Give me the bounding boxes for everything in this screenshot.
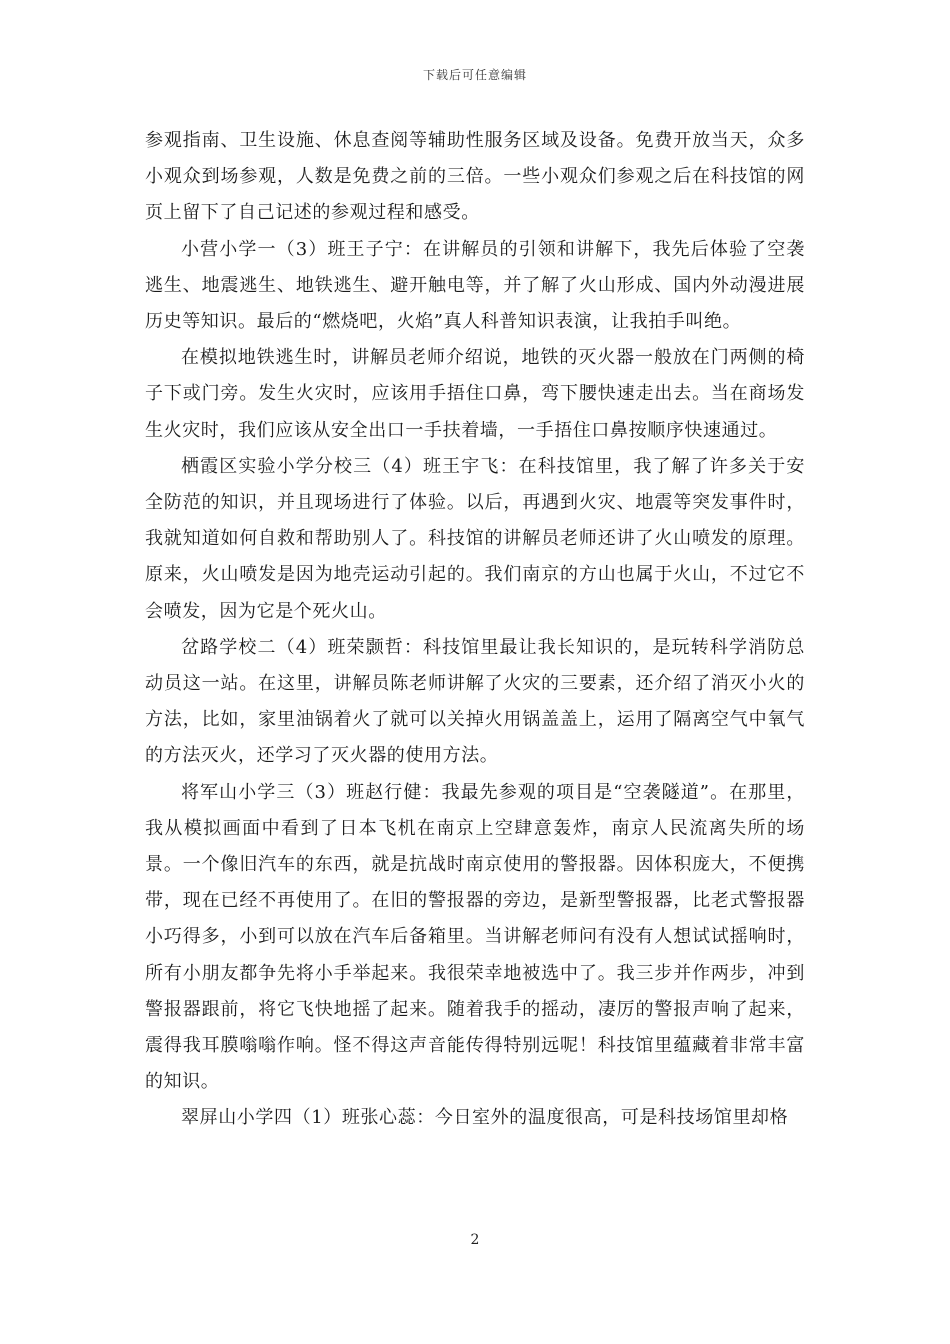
paragraph-wang-yufei: 栖霞区实验小学分校三（4）班王宇飞：在科技馆里，我了解了许多关于安全防范的知识，并且现场进行了体验。以后，再遇到火灾、地震等突发事件时，我就知道如何自救和帮助别人了。科技馆的讲解员老师还讲了火山喷发的原理。原来，火山喷发是因为地壳运动引起的。我们南京的方山也属于火山，不过它不会喷发，因为它是个死火山。 (145, 455, 805, 622)
page-number: 2 (470, 1232, 480, 1248)
paragraph-wang-zining: 小营小学一（3）班王子宁：在讲解员的引领和讲解下，我先后体验了空袭逃生、地震逃生、地铁逃生、避开触电等，并了解了火山形成、国内外动漫进展历史等知识。最后的“燃烧吧，火焰”真人科普知识表演，让我拍手叫绝。 (145, 238, 805, 333)
page-header: 下载后可任意编辑 (422, 68, 527, 82)
paragraph-continuation: 参观指南、卫生设施、休息查阅等辅助性服务区域及设备。免费开放当天，众多小观众到场参观，人数是免费之前的三倍。一些小观众们参观之后在科技馆的网页上留下了自己记述的参观过程和感受。 (145, 130, 805, 224)
document-body (145, 123, 805, 1137)
paragraph-subway-escape: 在模拟地铁逃生时，讲解员老师介绍说，地铁的灭火器一般放在门两侧的椅子下或门旁。发生火灾时，应该用手捂住口鼻，弯下腰快速走出去。当在商场发生火灾时，我们应该从安全出口一手扶着墙，一手捂住口鼻按顺序快速通过。 (145, 347, 805, 441)
paragraph-zhao-xingjian: 将军山小学三（3）班赵行健：我最先参观的项目是“空袭隧道”。在那里，我从模拟画面中看到了日本飞机在南京上空肆意轰炸，南京人民流离失所的场景。一个像旧汽车的东西，就是抗战时南京使用的警报器。因体积庞大，不便携带，现在已经不再使用了。在旧的警报器的旁边，是新型警报器，比老式警报器小巧得多，小到可以放在汽车后备箱里。当讲解老师问有没有人想试试摇响时，所有小朋友都争先将小手举起来。我很荣幸地被选中了。我三步并作两步，冲到警报器跟前，将它飞快地摇了起来。随着我手的摇动，凄厉的警报声响了起来，震得我耳膜嗡嗡作响。怪不得这声音能传得特别远呢！科技馆里蕴藏着非常丰富的知识。 (145, 781, 805, 1093)
paragraph-rong-haozhe: 岔路学校二（4）班荣颢哲：科技馆里最让我长知识的，是玩转科学消防总动员这一站。在这里，讲解员陈老师讲解了火灾的三要素，还介绍了消灭小火的方法，比如，家里油锅着火了就可以关掉火用锅盖盖上，运用了隔离空气中氧气的方法灭火，还学习了灭火器的使用方法。 (145, 636, 805, 767)
paragraph-zhang-xinrui: 翠屏山小学四（1）班张心蕊：今日室外的温度很高，可是科技场馆里却格 (181, 1107, 789, 1129)
